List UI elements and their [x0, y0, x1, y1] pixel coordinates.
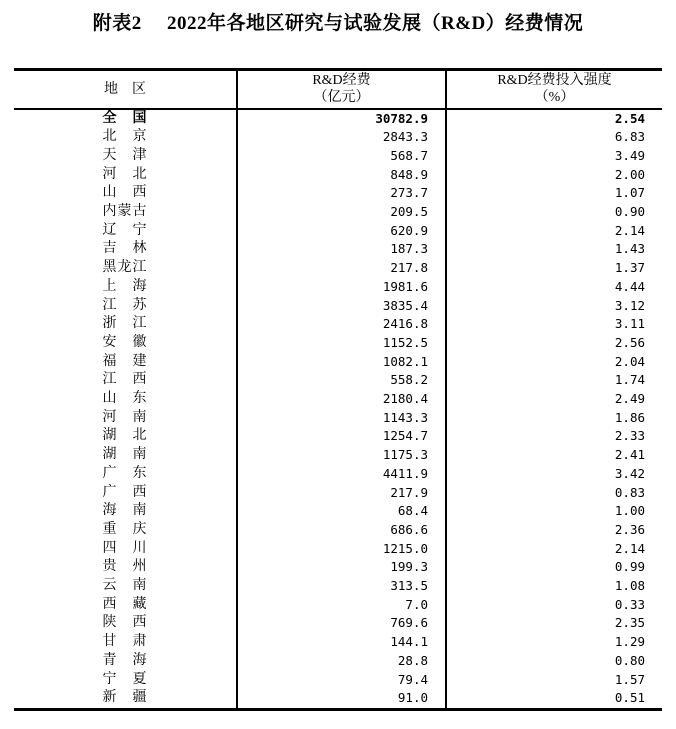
region-cell: 安 徽 [102, 334, 148, 350]
funds-cell: 1215.0 [237, 540, 446, 559]
region-cell: 吉 林 [102, 241, 148, 257]
table-row [14, 184, 662, 203]
region-cell: 天 津 [102, 147, 148, 163]
region-cell: 山 东 [102, 391, 148, 407]
table-row [14, 147, 662, 166]
intensity-cell: 0.33 [446, 596, 662, 615]
header-funds [237, 70, 446, 109]
intensity-cell: 2.04 [446, 353, 662, 372]
funds-cell: 3835.4 [237, 297, 446, 316]
funds-cell: 217.8 [237, 259, 446, 278]
intensity-cell: 2.36 [446, 521, 662, 540]
intensity-cell: 1.29 [446, 633, 662, 652]
table-row [14, 671, 662, 690]
table-body [14, 109, 662, 710]
table-row [14, 315, 662, 334]
funds-cell: 313.5 [237, 577, 446, 596]
region-cell: 黑龙江 [102, 260, 148, 276]
funds-cell: 7.0 [237, 596, 446, 615]
table-row [14, 259, 662, 278]
header-region: 地 区 [104, 81, 146, 97]
region-cell: 江 苏 [102, 297, 148, 313]
intensity-cell: 1.57 [446, 671, 662, 690]
table-row [14, 409, 662, 428]
table-row [14, 652, 662, 671]
table-row [14, 166, 662, 185]
intensity-cell: 0.80 [446, 652, 662, 671]
region-cell: 重 庆 [102, 521, 148, 537]
intensity-cell: 1.00 [446, 502, 662, 521]
region-cell: 辽 宁 [102, 222, 148, 238]
table-row [14, 558, 662, 577]
table-row [14, 484, 662, 503]
funds-cell: 199.3 [237, 558, 446, 577]
intensity-cell: 1.08 [446, 577, 662, 596]
intensity-cell: 2.54 [446, 109, 662, 129]
funds-cell: 1143.3 [237, 409, 446, 428]
funds-cell: 187.3 [237, 240, 446, 259]
region-cell: 山 西 [102, 185, 148, 201]
region-cell: 青 海 [102, 652, 148, 668]
funds-cell: 217.9 [237, 484, 446, 503]
table-row [14, 577, 662, 596]
table-row [14, 222, 662, 241]
intensity-cell: 2.49 [446, 390, 662, 409]
table-row [14, 596, 662, 615]
region-cell: 宁 夏 [102, 671, 148, 687]
table-row [14, 278, 662, 297]
region-cell: 河 北 [102, 166, 148, 182]
funds-cell: 686.6 [237, 521, 446, 540]
rd-expenditure-table [14, 68, 662, 711]
funds-cell: 620.9 [237, 222, 446, 241]
intensity-cell: 3.12 [446, 297, 662, 316]
intensity-cell: 2.00 [446, 166, 662, 185]
region-cell: 浙 江 [102, 316, 148, 332]
region-cell: 湖 南 [102, 447, 148, 463]
table-row [14, 109, 662, 129]
region-cell: 北 京 [102, 129, 148, 145]
intensity-cell: 2.14 [446, 540, 662, 559]
funds-cell: 144.1 [237, 633, 446, 652]
intensity-cell: 1.37 [446, 259, 662, 278]
intensity-cell: 0.83 [446, 484, 662, 503]
region-cell: 广 西 [102, 484, 148, 500]
region-cell: 湖 北 [102, 428, 148, 444]
table-number-label: 附表2 [92, 13, 142, 34]
funds-cell: 4411.9 [237, 465, 446, 484]
intensity-cell: 1.74 [446, 371, 662, 390]
funds-cell: 273.7 [237, 184, 446, 203]
funds-cell: 1981.6 [237, 278, 446, 297]
region-cell: 全 国 [102, 110, 148, 126]
funds-cell: 79.4 [237, 671, 446, 690]
region-cell: 甘 肃 [102, 634, 148, 650]
region-cell: 海 南 [102, 503, 148, 519]
intensity-cell: 2.14 [446, 222, 662, 241]
intensity-cell: 3.49 [446, 147, 662, 166]
funds-cell: 568.7 [237, 147, 446, 166]
table-row [14, 502, 662, 521]
region-cell: 广 东 [102, 465, 148, 481]
region-cell: 四 川 [102, 540, 148, 556]
intensity-cell: 1.86 [446, 409, 662, 428]
intensity-cell: 6.83 [446, 128, 662, 147]
table-row [14, 128, 662, 147]
table-row [14, 334, 662, 353]
intensity-cell: 1.43 [446, 240, 662, 259]
intensity-cell: 0.90 [446, 203, 662, 222]
table-row [14, 353, 662, 372]
table-row [14, 614, 662, 633]
table-row [14, 446, 662, 465]
header-row [14, 70, 662, 109]
funds-cell: 1082.1 [237, 353, 446, 372]
intensity-cell: 2.35 [446, 614, 662, 633]
table-row [14, 540, 662, 559]
funds-cell: 2843.3 [237, 128, 446, 147]
funds-cell: 2180.4 [237, 390, 446, 409]
funds-cell: 769.6 [237, 614, 446, 633]
region-cell: 上 海 [102, 278, 148, 294]
region-cell: 陕 西 [102, 615, 148, 631]
header-intensity-line2: （%） [534, 90, 575, 106]
funds-cell: 209.5 [237, 203, 446, 222]
region-cell: 福 建 [102, 353, 148, 369]
funds-cell: 848.9 [237, 166, 446, 185]
header-funds-line1: R&D经费 [312, 73, 371, 89]
region-cell: 江 西 [102, 372, 148, 388]
region-cell: 西 藏 [102, 596, 148, 612]
region-cell: 云 南 [102, 578, 148, 594]
intensity-cell: 3.11 [446, 315, 662, 334]
intensity-cell: 2.41 [446, 446, 662, 465]
table-row [14, 297, 662, 316]
table-row [14, 203, 662, 222]
intensity-cell: 1.07 [446, 184, 662, 203]
funds-cell: 28.8 [237, 652, 446, 671]
intensity-cell: 4.44 [446, 278, 662, 297]
funds-cell: 30782.9 [237, 109, 446, 129]
table-row [14, 240, 662, 259]
intensity-cell: 2.33 [446, 427, 662, 446]
table-row [14, 633, 662, 652]
funds-cell: 1254.7 [237, 427, 446, 446]
funds-cell: 68.4 [237, 502, 446, 521]
page-title [0, 0, 676, 36]
table-row [14, 465, 662, 484]
header-intensity-line1: R&D经费投入强度 [497, 73, 612, 89]
region-cell: 贵 州 [102, 559, 148, 575]
funds-cell: 1152.5 [237, 334, 446, 353]
table-title-text: 2022年各地区研究与试验发展（R&D）经费情况 [166, 13, 584, 34]
intensity-cell: 2.56 [446, 334, 662, 353]
intensity-cell: 3.42 [446, 465, 662, 484]
region-cell: 河 南 [102, 409, 148, 425]
table-row [14, 689, 662, 709]
region-cell: 新 疆 [102, 690, 148, 706]
funds-cell: 558.2 [237, 371, 446, 390]
table-row [14, 427, 662, 446]
funds-cell: 2416.8 [237, 315, 446, 334]
table-row [14, 371, 662, 390]
region-cell: 内蒙古 [102, 204, 148, 220]
intensity-cell: 0.99 [446, 558, 662, 577]
table-header [14, 70, 662, 109]
header-funds-line2: （亿元） [313, 90, 370, 106]
header-intensity [446, 70, 662, 109]
table-row [14, 390, 662, 409]
intensity-cell: 0.51 [446, 689, 662, 709]
funds-cell: 91.0 [237, 689, 446, 709]
table-row [14, 521, 662, 540]
funds-cell: 1175.3 [237, 446, 446, 465]
